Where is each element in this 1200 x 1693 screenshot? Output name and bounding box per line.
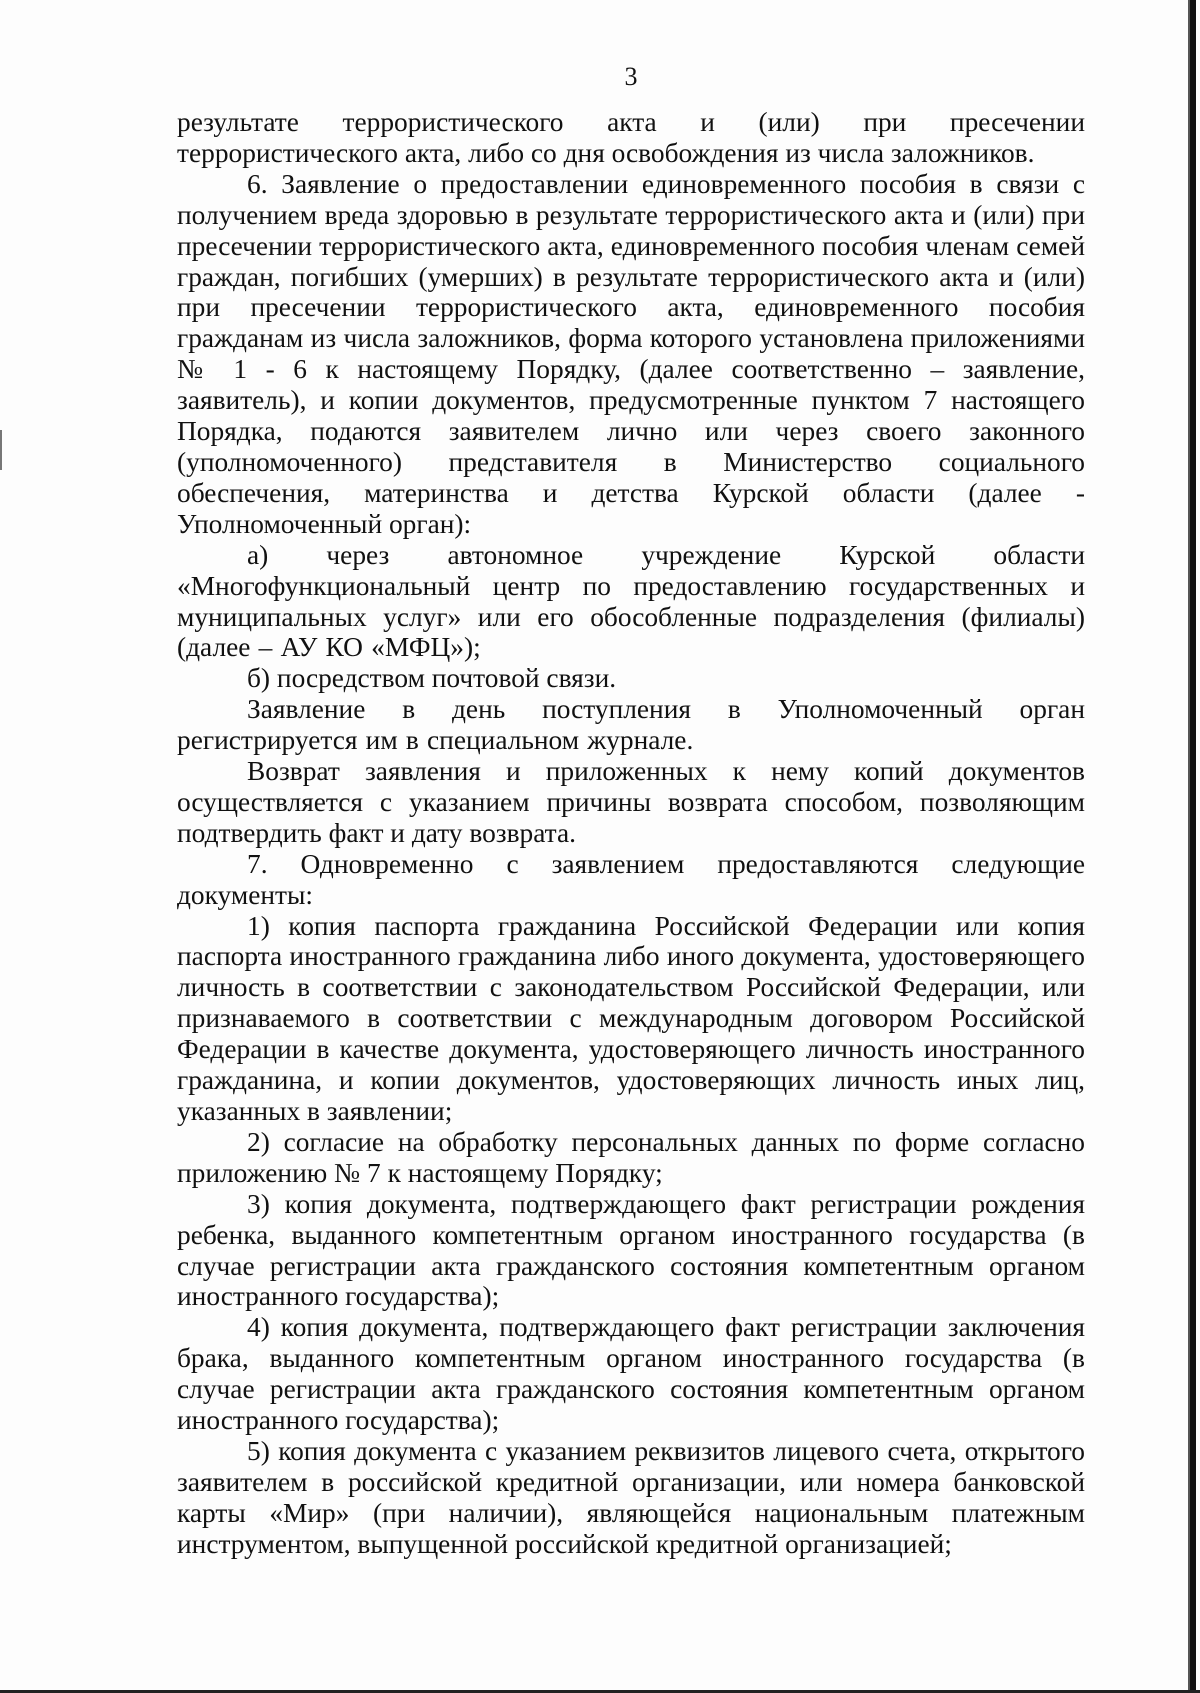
scan-artifact-left	[0, 430, 2, 470]
paragraph-subitem-b: б) посредством почтовой связи.	[247, 663, 617, 694]
paragraph-item-7: 7. Одновременно с заявлением предоставляются следующие документы:	[177, 848, 1085, 910]
paragraph-registration: Заявление в день поступления в Уполномоченный орган регистрируется им в специальном журнале.	[177, 694, 1085, 756]
paragraph-item-6: 6. Заявление о предоставлении единовременного пособия в связи с получением вреда здоровью в результате террористического акта и (или) при пресечении террористического акта, единовременного пособия членам семей граждан, погибших (умерших) в результате террористического акта и (или) при пресечении террористического акта, единовременного пособия гражданам из числа заложников, форма которого установлена приложениями № 1 - 6 к настоящему Порядку, (далее соответственно – заявление, заявитель), и копии документов, предусмотренные пунктом 7 настоящего Порядка, подаются заявителем лично или через своего законного (уполномоченного) представителя в Министерство социального обеспечения, материнства и детства Курской области (далее - Уполномоченный орган):	[177, 168, 1085, 539]
paragraph-return: Возврат заявления и приложенных к нему копий документов осуществляется с указанием причины возврата способом, позволяющим подтвердить факт и дату возврата.	[177, 756, 1085, 848]
paragraph-doc-3: 3) копия документа, подтверждающего факт регистрации рождения ребенка, выданного компетентным органом иностранного государства (в случае регистрации акта гражданского состояния компетентным органом иностранного государства);	[177, 1188, 1085, 1312]
document-body	[177, 107, 1085, 1560]
paragraph-doc-2: 2) согласие на обработку персональных данных по форме согласно приложению № 7 к настоящему Порядку;	[177, 1126, 1085, 1188]
paragraph-doc-1: 1) копия паспорта гражданина Российской Федерации или копия паспорта иностранного гражданина либо иного документа, удостоверяющего личность в соответствии с законодательством Российской Федерации, или признаваемого в соответствии с международным договором Российской Федерации в качестве документа, удостоверяющего личность иностранного гражданина, и копии документов, удостоверяющих личность иных лиц, указанных в заявлении;	[177, 910, 1085, 1126]
paragraph-subitem-a: а) через автономное учреждение Курской области «Многофункциональный центр по предоставлению государственных и муниципальных услуг» или его обособленные подразделения (филиалы) (далее – АУ КО «МФЦ»);	[177, 539, 1085, 663]
paragraph-continuation: результате террористического акта и (или) при пресечении террористического акта, либо со дня освобождения из числа заложников.	[177, 107, 1085, 168]
paragraph-doc-5: 5) копия документа с указанием реквизитов лицевого счета, открытого заявителем в российской кредитной организации, или номера банковской карты «Мир» (при наличии), являющейся национальным платежным инструментом, выпущенной российской кредитной организацией;	[177, 1435, 1085, 1559]
paragraph-doc-4: 4) копия документа, подтверждающего факт регистрации заключения брака, выданного компетентным органом иностранного государства (в случае регистрации акта гражданского состояния компетентным органом иностранного государства);	[177, 1312, 1085, 1436]
scan-edge-right	[1190, 0, 1196, 1693]
page-number: 3	[624, 62, 638, 91]
